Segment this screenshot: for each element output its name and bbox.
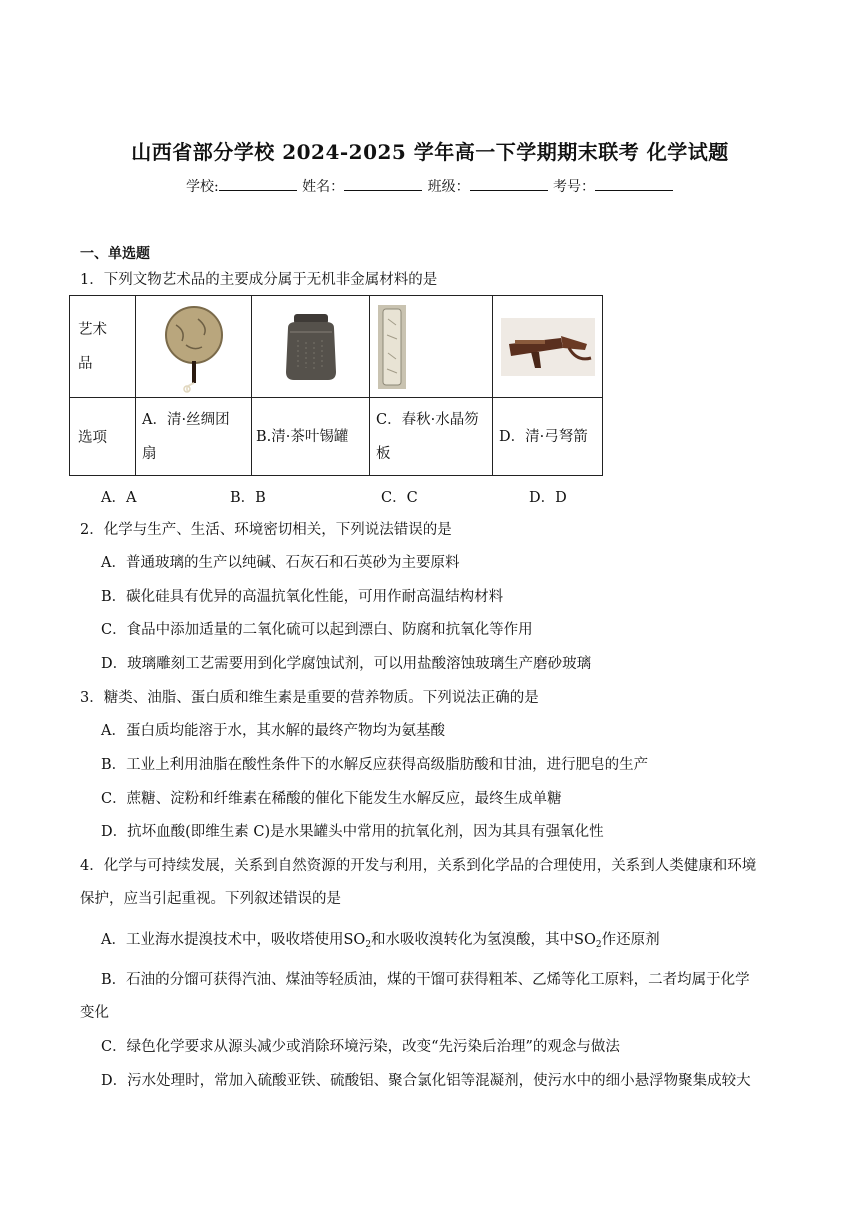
crossbow-image xyxy=(501,318,595,376)
q1-option-c[interactable]: C．C xyxy=(381,490,418,506)
q2-option-d[interactable]: D．玻璃雕刻工艺需要用到化学腐蚀试剂，可以用盐酸溶蚀玻璃生产磨砂玻璃 xyxy=(101,656,592,672)
question-2-stem: 2．化学与生产、生活、环境密切相关，下列说法错误的是 xyxy=(80,522,452,538)
name-label: 姓名： xyxy=(302,179,345,195)
row-label-artwork: 艺术 品 xyxy=(70,296,136,398)
page-title: 山西省部分学校 2024-2025 学年高一下学期期末联考 化学试题 xyxy=(131,140,729,164)
class-label: 班级： xyxy=(427,179,470,195)
crystal-tablet-image xyxy=(378,305,406,389)
question-3-stem: 3．糖类、油脂、蛋白质和维生素是重要的营养物质。下列说法正确的是 xyxy=(80,690,539,706)
q1-option-b[interactable]: B．B xyxy=(230,490,266,506)
q3-option-c[interactable]: C．蔗糖、淀粉和纤维素在稀酸的催化下能发生水解反应，最终生成单糖 xyxy=(101,791,562,807)
q4-option-a[interactable]: A．工业海水提溴技术中，吸收塔使用$SO_2$和水吸收溴转化为氢溴酸，其中$SO_2$作还原剂 xyxy=(101,932,660,950)
q4-option-b-line2[interactable]: 变化 xyxy=(80,1005,109,1021)
q3-option-d[interactable]: D．抗坏血酸(即维生素 C)是水果罐头中常用的抗氧化剂，因为其具有强氧化性 xyxy=(101,824,604,840)
q2-option-a[interactable]: A．普通玻璃的生产以纯碱、石灰石和石英砂为主要原料 xyxy=(101,555,460,571)
q3-option-a[interactable]: A．蛋白质均能溶于水，其水解的最终产物均为氨基酸 xyxy=(101,723,445,739)
crystal-tablet-cell xyxy=(370,296,493,398)
q1-option-d[interactable]: D．D xyxy=(529,490,567,506)
name-blank[interactable] xyxy=(344,178,422,191)
artifact-table xyxy=(69,295,603,476)
exam-number-blank[interactable] xyxy=(595,178,673,191)
silk-fan-image xyxy=(164,301,224,393)
section-heading: 一、单选题 xyxy=(80,246,150,262)
option-d-cell: D．清·弓弩箭 xyxy=(493,398,603,476)
tin-tea-jar-image xyxy=(280,312,342,382)
question-4-stem-line2: 保护，应当引起重视。下列叙述错误的是 xyxy=(80,891,341,907)
q2-option-c[interactable]: C．食品中添加适量的二氧化硫可以起到漂白、防腐和抗氧化等作用 xyxy=(101,622,533,638)
row-label-option: 选项 xyxy=(70,398,136,476)
option-c-cell: C．春秋·水晶笏 板 xyxy=(370,398,493,476)
q2-option-b[interactable]: B．碳化硅具有优异的高温抗氧化性能，可用作耐高温结构材料 xyxy=(101,589,504,605)
q4-option-d[interactable]: D．污水处理时，常加入硫酸亚铁、硫酸铝、聚合氯化铝等混凝剂，使污水中的细小悬浮物聚集成较大 xyxy=(101,1073,751,1089)
class-blank[interactable] xyxy=(470,178,548,191)
silk-fan-cell xyxy=(136,296,252,398)
option-a-cell: A．清·丝绸团 扇 xyxy=(136,398,252,476)
question-1-stem: 1．下列文物艺术品的主要成分属于无机非金属材料的是 xyxy=(80,272,438,288)
so2-formula: $SO_2$ xyxy=(343,932,372,950)
option-b-cell: B.清·茶叶锡罐 xyxy=(252,398,370,476)
tin-jar-cell xyxy=(252,296,370,398)
crossbow-cell xyxy=(493,296,603,398)
q1-option-a[interactable]: A．A xyxy=(101,490,137,506)
q4-option-c[interactable]: C．绿色化学要求从源头减少或消除环境污染，改变“先污染后治理”的观念与做法 xyxy=(101,1039,620,1055)
q4-option-b-line1[interactable]: B．石油的分馏可获得汽油、煤油等轻质油，煤的干馏可获得粗苯、乙烯等化工原料，二者均属于化学 xyxy=(101,972,750,988)
question-4-stem-line1: 4．化学与可持续发展，关系到自然资源的开发与利用，关系到化学品的合理使用，关系到人类健康和环境 xyxy=(80,858,757,874)
so2-formula: $SO_2$ xyxy=(574,932,602,950)
school-blank[interactable] xyxy=(219,178,297,191)
exam-number-label: 考号： xyxy=(553,179,596,195)
school-label: 学校: xyxy=(185,179,219,195)
student-info-line xyxy=(0,176,860,196)
q3-option-b[interactable]: B．工业上利用油脂在酸性条件下的水解反应获得高级脂肪酸和甘油，进行肥皂的生产 xyxy=(101,757,649,773)
